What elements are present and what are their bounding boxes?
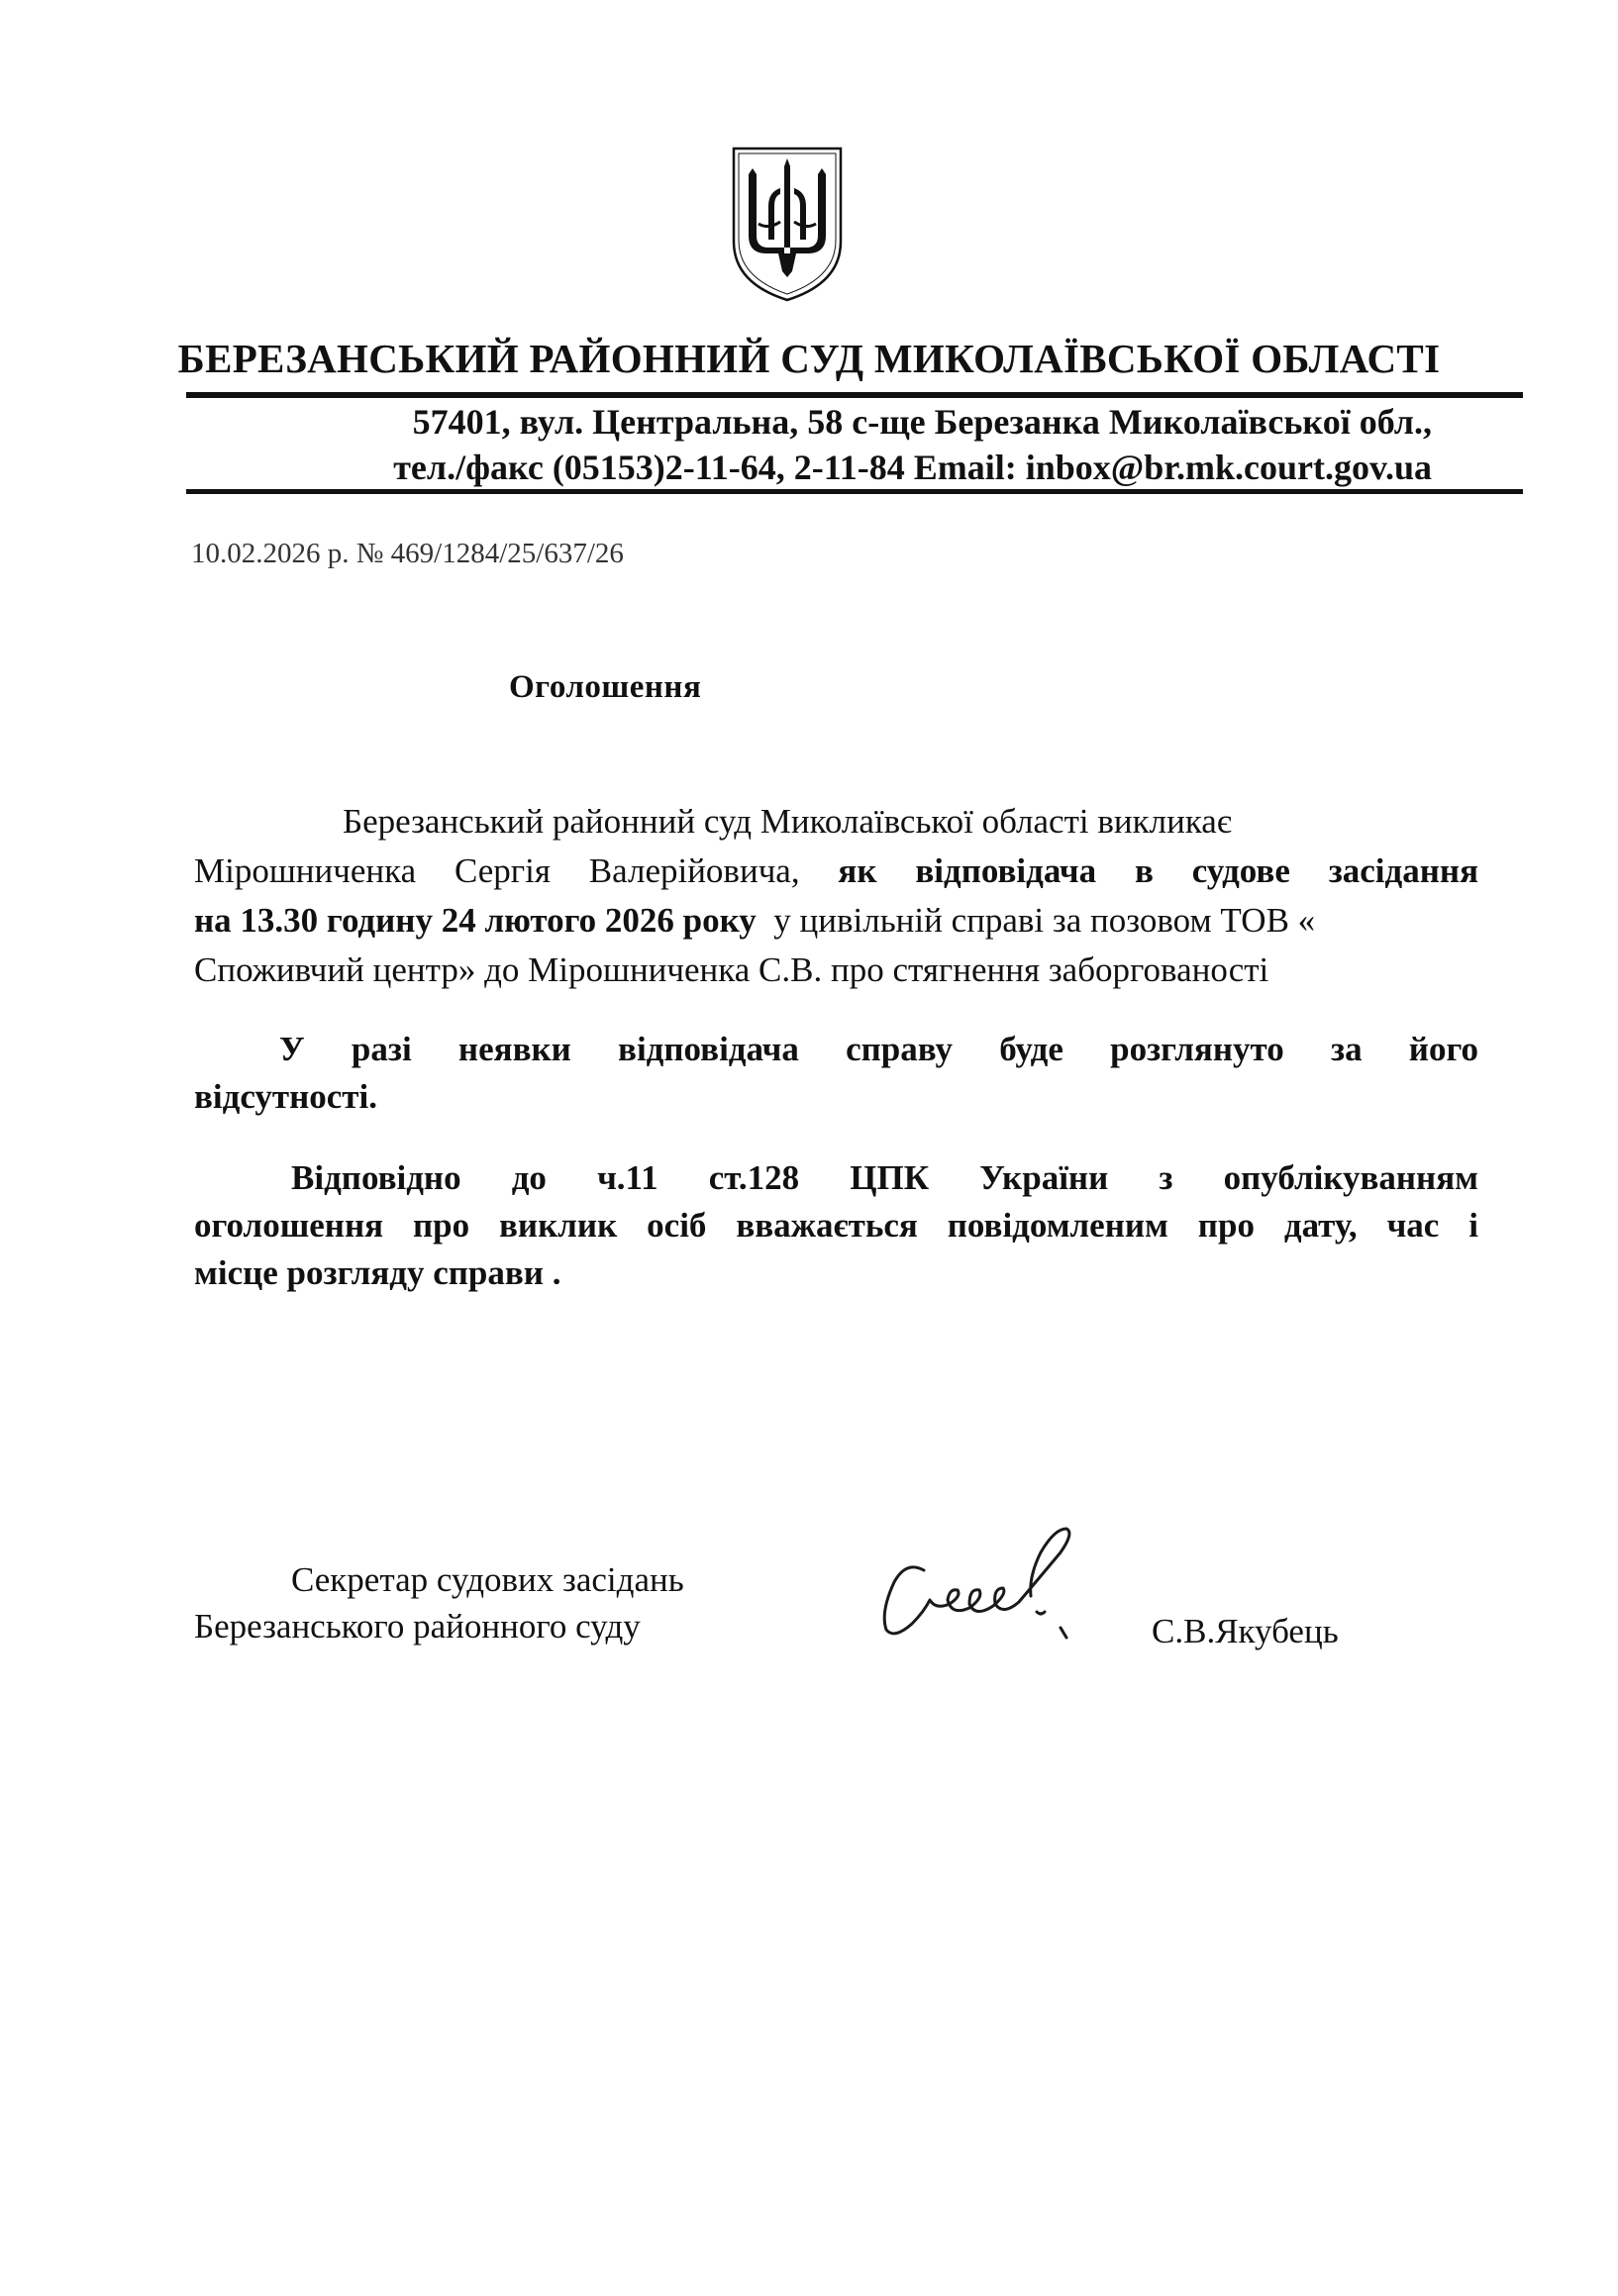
defendant-name: Мірошниченка Сергія Валерійовича, bbox=[194, 851, 800, 890]
paragraph-line: відсутності. bbox=[194, 1077, 377, 1116]
absence-warning-paragraph bbox=[194, 1026, 1478, 1121]
handwritten-signature bbox=[866, 1513, 1124, 1671]
signatory-name: С.В.Якубець bbox=[1152, 1612, 1339, 1650]
legal-basis-paragraph bbox=[194, 1154, 1478, 1297]
paragraph-line: У разі неявки відповідача справу буде розглянуто за його bbox=[279, 1030, 1478, 1068]
paragraph-line: оголошення про виклик осіб вважається повідомленим про дату, час і bbox=[194, 1206, 1478, 1245]
court-contacts-line: тел./факс (05153)2-11-64, 2-11-84 Email: inbox@br.mk.court.gov.ua bbox=[393, 448, 1432, 487]
paragraph-line: Березанський районний суд Миколаївської області викликає bbox=[343, 802, 1232, 841]
defendant-role: як відповідача в судове засідання bbox=[838, 851, 1479, 890]
letterhead-rule-bottom bbox=[186, 489, 1523, 494]
document-reference: 10.02.2026 р. № 469/1284/25/637/26 bbox=[191, 538, 624, 569]
case-description: у цивільній справі за позовом ТОВ « bbox=[773, 901, 1316, 940]
paragraph-line: місце розгляду справи . bbox=[194, 1253, 561, 1292]
coat-of-arms-icon bbox=[729, 145, 846, 303]
signatory-role: Секретар судових засідань bbox=[291, 1560, 684, 1599]
court-name-heading: БЕРЕЗАНСЬКИЙ РАЙОННИЙ СУД МИКОЛАЇВСЬКОЇ ОБЛАСТІ bbox=[177, 336, 1441, 381]
court-address-line: 57401, вул. Центральна, 58 с-ще Березанка Миколаївської обл., bbox=[412, 402, 1432, 442]
document-title: Оголошення bbox=[509, 669, 702, 705]
paragraph-line bbox=[194, 847, 1478, 896]
paragraph-line: Відповідно до ч.11 ст.128 ЦПК України з опублікуванням bbox=[291, 1158, 1478, 1197]
hearing-datetime: на 13.30 годину 24 лютого 2026 року bbox=[194, 901, 757, 940]
paragraph-line bbox=[194, 896, 1478, 946]
letterhead-rule-top bbox=[186, 392, 1523, 398]
signatory-court: Березанського районного суду bbox=[194, 1607, 641, 1646]
paragraph-line: Споживчий центр» до Мірошниченка С.В. про стягнення заборгованості bbox=[194, 950, 1269, 989]
summons-paragraph bbox=[194, 797, 1478, 995]
